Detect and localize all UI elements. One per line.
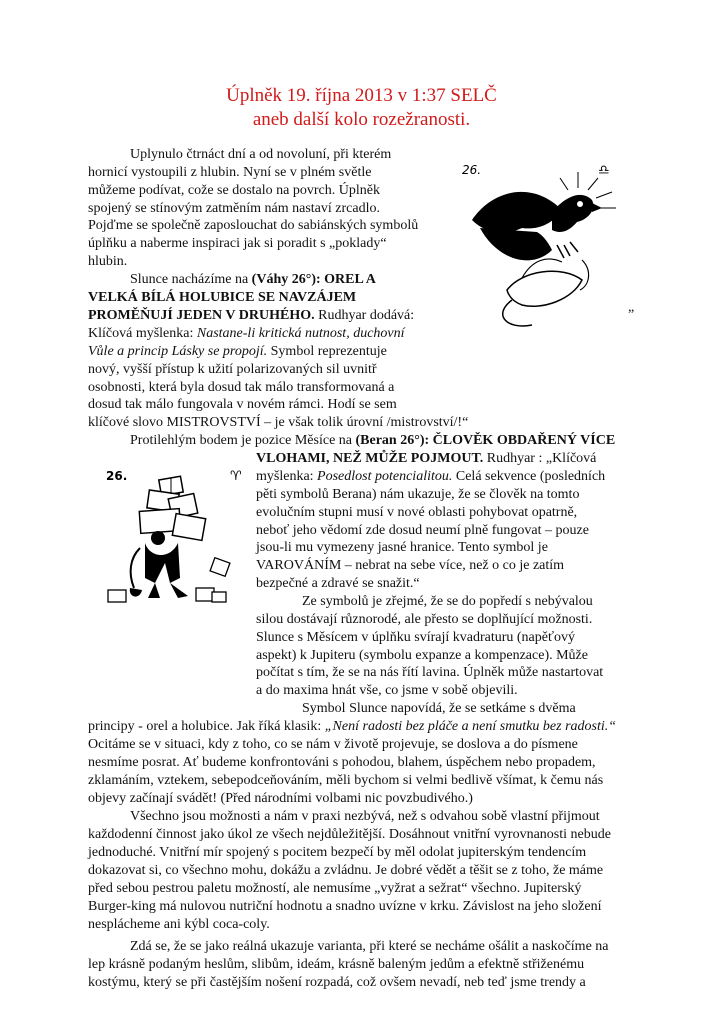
p1-line-2: hornicí vystoupili z hlubin. Nyní se v plném světle — [88, 165, 372, 180]
p6-line-5: před sebou pestrou paletu možností, ale nemusíme „vyžrat a sežrat“ všechno. Jupiterský — [88, 881, 582, 896]
p5-line-6: objevy začínají svádět! (Před národními volbami nic povzbudivého.) — [88, 791, 473, 806]
p6-line-7: nesplácheme ani kýbl coca-coly. — [88, 917, 270, 932]
illustration-number: 26. — [462, 163, 482, 177]
p1-line-7: hlubin. — [88, 254, 128, 269]
p4-line-1: Ze symbolů je zřejmé, že se do popředí s nebývalou — [302, 594, 593, 609]
p3-l1-pre: Protilehlým bodem je pozice Měsíce na — [130, 433, 356, 448]
p3-l3-pre: myšlenka: — [256, 469, 318, 484]
p4-line-5: počítat s tím, že se na nás řítí lavina. Úplněk může nastartovat — [256, 665, 604, 680]
p3-line-3 — [256, 468, 605, 486]
p2-line-7: osobnosti, která byla dosud tak málo transformovaná a — [88, 380, 395, 395]
p2-line-3 — [88, 307, 414, 325]
p3-line-7: jsou-li mu vymezeny jasné hranice. Tento symbol je — [256, 540, 548, 555]
p1-line-5: Pojďme se společně zaposlouchat do sabiánských symbolů — [88, 218, 419, 233]
p3-l3-post: Celá sekvence (posledních — [452, 469, 606, 484]
p2-l3-post: Rudhyar dodává: — [314, 308, 415, 323]
p3-line-4: pěti symbolů Berana) nám ukazuje, že se člověk na tomto — [256, 487, 580, 502]
p3-l2-post: Rudhyar : „Klíčová — [483, 451, 597, 466]
p6-line-1: Všechno jsou možnosti a nám v praxi nezbývá, než s odvahou sobě vlastní přijmout — [130, 809, 600, 824]
p5-l2-pre: principy - orel a holubice. Jak říká klasik: — [88, 719, 325, 734]
p2-l5-post: Symbol reprezentuje — [267, 344, 387, 359]
p3-line-6: neboť jeho vědomí zde dosud neumí plně fungovat – pouze — [256, 523, 589, 538]
p3-line-9: bezpečné a zdravé se snažit.“ — [256, 576, 420, 591]
p2-l3-bold: PROMĚŇUJÍ JEDEN V DRUHÉHO. — [88, 308, 315, 323]
p3-line-2 — [256, 450, 596, 468]
p3-l3-italic: Posedlost potencialitou. — [317, 469, 453, 484]
p3-l2-bold: VLOHAMI, NEŽ MŮŽE POJMOUT. — [256, 451, 484, 466]
p2-line-5 — [88, 343, 387, 361]
p2-l1-bold: (Váhy 26°): OREL A — [251, 272, 376, 287]
p1-line-6: úplňku a naberme inspiraci jak si poradit s „poklady“ — [88, 236, 387, 251]
p3-line-5: evolučním stupni musí v nové oblasti pohybovat opatrně, — [256, 505, 578, 520]
p2-line-6: nový, vyšší přístup k užití polarizovaných sil uvnitř — [88, 362, 377, 377]
p2-line-4 — [88, 325, 405, 343]
illustration-number-2: 26. — [106, 469, 128, 483]
p3-line-1 — [130, 432, 615, 450]
p1-line-4: spojený se stínovým zatměním nám nastaví zrcadlo. — [88, 201, 380, 216]
p4-line-6: a do maxima hnát vše, co jsme v sobě objevili. — [256, 683, 518, 698]
p1-line-1: Uplynulo čtrnáct dní a od novoluní, při kterém — [130, 147, 392, 162]
gift-carrier-drawing — [100, 448, 260, 608]
p2-l1-pre: Slunce nacházíme na — [130, 272, 252, 287]
p2-l5-italic: Vůle a princip Lásky se propojí. — [88, 344, 268, 359]
p6-line-2: každodenní činnost jako úkol ze všech nejdůležitější. Dosáhnout vnitřní vyrovnanosti nebude — [88, 827, 611, 842]
p3-l1-bold: (Beran 26°): ČLOVĚK OBDAŘENÝ VÍCE — [355, 433, 616, 448]
p1-line-3: můžeme podívat, cože se dostalo na povrch. Úplněk — [88, 183, 380, 198]
p5-line-5: zklamáním, vztekem, sebepodceňováním, měli bychom si velmi bedlivě všímat, k čemu nás — [88, 773, 604, 788]
p2-line-2: VELKÁ BÍLÁ HOLUBICE SE NAVZÁJEM — [88, 290, 357, 305]
eagle-dove-drawing — [452, 150, 652, 340]
p3-line-8: VAROVÁNÍM – nebrat na sebe více, než o co je zatím — [256, 558, 565, 573]
gift-carrier-illustration — [100, 448, 260, 608]
title-line-1: Úplněk 19. října 2013 v 1:37 SELČ — [226, 85, 497, 106]
p7-line-3: kostýmu, který se při častějším nošení rozpadá, což ovšem nevadí, neb teď jsme trendy a — [88, 975, 586, 990]
illustration-mark: „ — [628, 300, 635, 315]
p7-line-2: lep krásně podaným heslům, slibům, ideám, krásně baleným jedům a efektně střiženému — [88, 957, 585, 972]
p2-l4-pre: Klíčová myšlenka: — [88, 326, 197, 341]
p2-l4-italic: Nastane-li kritická nutnost, duchovní — [196, 326, 405, 341]
p2-line-1 — [130, 271, 376, 289]
aries-sign-icon: ♈ — [230, 469, 242, 484]
title-line-2: aneb další kolo rozežranosti. — [252, 109, 471, 130]
p7-line-1: Zdá se, že se jako reálná ukazuje varianta, při které se necháme ošálit a naskočíme na — [130, 939, 609, 954]
eagle-dove-illustration — [452, 150, 652, 340]
p5-line-1: Symbol Slunce napovídá, že se setkáme s dvěma — [302, 701, 576, 716]
p2-line-9: klíčové slovo MISTROVSTVÍ – je však tolik úrovní /mistrovství/!“ — [88, 415, 469, 430]
page-title — [0, 84, 723, 132]
p5-line-4: nesmíme posrat. Ať budeme konfrontováni s pohodou, blahem, úspěchem nebo propadem, — [88, 755, 596, 770]
p5-line-2 — [88, 718, 616, 736]
p5-l2-italic: „Není radosti bez pláče a není smutku bez radosti.“ — [324, 719, 617, 734]
p6-line-6: Burger-king má nulovou nutriční hodnotu a snadno uvízne v krku. Závislost na jeho složení — [88, 899, 602, 914]
p4-line-3: Slunce s Měsícem v úplňku svírají kvadraturu (napěťový — [256, 630, 575, 645]
p4-line-4: aspekt) k Jupiteru (symbolu expanze a kompenzace). Může — [256, 648, 588, 663]
libra-sign-icon: ♎ — [598, 163, 610, 178]
p6-line-4: dokazovat si, co všechno mohu, dokážu a zvládnu. Je dobré vědět a těšit se z toho, že máme — [88, 863, 604, 878]
p5-line-3: Ocitáme se v situaci, kdy z toho, co se nám v životě projevuje, se doslova a do písmene — [88, 737, 578, 752]
p6-line-3: jednoduché. Vnitřní mír spojený s pocitem bezpečí by měl odolat jupiterským tendencím — [88, 845, 587, 860]
p4-line-2: silou dostávají různorodé, ale přesto se doplňující možnosti. — [256, 612, 593, 627]
p2-line-8: dosud tak málo fungovala v novém rámci. Hodí se sem — [88, 397, 397, 412]
